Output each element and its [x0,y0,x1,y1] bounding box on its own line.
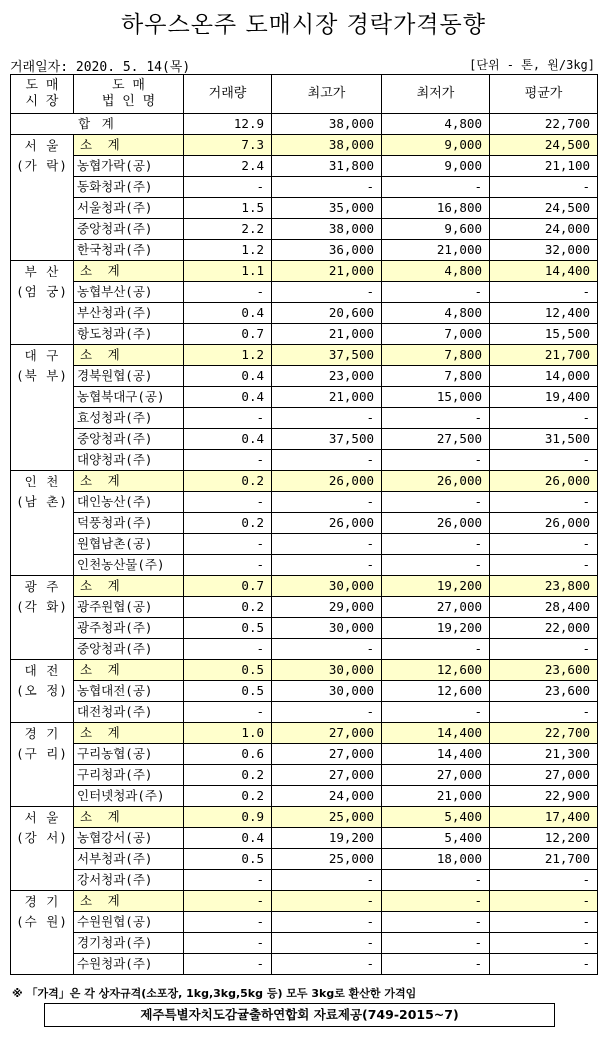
avg-price-cell: 23,600 [490,660,598,681]
table-row [11,702,598,723]
max-price-cell: 27,000 [272,723,382,744]
total-avg: 22,700 [490,114,598,135]
min-price-cell: - [382,933,490,954]
region-name: 서 울 (가 락) [11,135,74,261]
max-price-cell: 38,000 [272,135,382,156]
max-price-cell: 21,000 [272,387,382,408]
max-price-cell: - [272,912,382,933]
volume-cell: - [184,870,272,891]
avg-price-cell: 23,600 [490,681,598,702]
max-price-cell: 30,000 [272,618,382,639]
volume-cell: - [184,639,272,660]
volume-cell: 0.9 [184,807,272,828]
max-price-cell: 20,600 [272,303,382,324]
volume-cell: 2.4 [184,156,272,177]
corp-name: 동화청과(주) [74,177,184,198]
volume-cell: 7.3 [184,135,272,156]
avg-price-cell: 19,400 [490,387,598,408]
region-name: 광 주 (각 화) [11,576,74,660]
avg-price-cell: - [490,492,598,513]
volume-cell: 1.1 [184,261,272,282]
max-price-cell: 30,000 [272,576,382,597]
corp-name: 한국청과(주) [74,240,184,261]
min-price-cell: 7,800 [382,366,490,387]
min-price-cell: - [382,870,490,891]
volume-cell: - [184,282,272,303]
avg-price-cell: - [490,555,598,576]
min-price-cell: 21,000 [382,786,490,807]
corp-name: 경북원협(공) [74,366,184,387]
avg-price-cell: - [490,702,598,723]
region-name: 경 기 (수 원) [11,891,74,975]
avg-price-cell: 15,500 [490,324,598,345]
volume-cell: 0.5 [184,660,272,681]
max-price-cell: 35,000 [272,198,382,219]
header-market: 도 매 시 장 [11,75,74,114]
corp-name: 인터넷청과(주) [74,786,184,807]
min-price-cell: - [382,555,490,576]
max-price-cell: - [272,282,382,303]
min-price-cell: - [382,912,490,933]
min-price-cell: - [382,702,490,723]
min-price-cell: 19,200 [382,576,490,597]
corp-name: 대양청과(주) [74,450,184,471]
max-price-cell: 25,000 [272,807,382,828]
table-row [11,177,598,198]
subtotal-row [11,807,598,828]
volume-cell: 1.5 [184,198,272,219]
volume-cell: 0.4 [184,429,272,450]
region-name: 대 전 (오 정) [11,660,74,723]
avg-price-cell: 23,800 [490,576,598,597]
corp-name: 중앙청과(주) [74,219,184,240]
min-price-cell: - [382,891,490,912]
max-price-cell: 25,000 [272,849,382,870]
volume-cell: 0.2 [184,765,272,786]
min-price-cell: 12,600 [382,681,490,702]
table-row [11,450,598,471]
avg-price-cell: 31,500 [490,429,598,450]
volume-cell: 0.7 [184,324,272,345]
corp-name: 덕풍청과(주) [74,513,184,534]
avg-price-cell: 27,000 [490,765,598,786]
volume-cell: 1.2 [184,240,272,261]
subtotal-row [11,576,598,597]
avg-price-cell: - [490,408,598,429]
price-table [10,74,598,975]
min-price-cell: 4,800 [382,303,490,324]
trade-date: 거래일자: 2020. 5. 14(목) [10,60,191,75]
min-price-cell: 19,200 [382,618,490,639]
table-row [11,681,598,702]
region-name: 인 천 (남 촌) [11,471,74,576]
max-price-cell: 36,000 [272,240,382,261]
max-price-cell: 37,500 [272,429,382,450]
volume-cell: - [184,177,272,198]
volume-cell: 0.2 [184,513,272,534]
min-price-cell: 7,000 [382,324,490,345]
avg-price-cell: 12,200 [490,828,598,849]
avg-price-cell: 21,100 [490,156,598,177]
table-row [11,744,598,765]
volume-cell: - [184,534,272,555]
max-price-cell: 23,000 [272,366,382,387]
table-row [11,408,598,429]
volume-cell: 0.2 [184,786,272,807]
corp-name: 소 계 [74,891,184,912]
volume-cell: 0.6 [184,744,272,765]
volume-cell: 1.0 [184,723,272,744]
volume-cell: 1.2 [184,345,272,366]
table-row [11,597,598,618]
corp-name: 중앙청과(주) [74,639,184,660]
avg-price-cell: - [490,177,598,198]
avg-price-cell: 17,400 [490,807,598,828]
table-row [11,219,598,240]
volume-cell: 0.4 [184,303,272,324]
min-price-cell: 9,000 [382,135,490,156]
corp-name: 구리농협(공) [74,744,184,765]
max-price-cell: - [272,891,382,912]
min-price-cell: 15,000 [382,387,490,408]
table-row [11,513,598,534]
volume-cell: 0.5 [184,849,272,870]
table-row [11,870,598,891]
header-avg-price: 평균가 [490,75,598,114]
corp-name: 소 계 [74,807,184,828]
region-name: 경 기 (구 리) [11,723,74,807]
corp-name: 소 계 [74,471,184,492]
max-price-cell: - [272,870,382,891]
avg-price-cell: - [490,282,598,303]
table-row [11,240,598,261]
volume-cell: - [184,933,272,954]
min-price-cell: 27,500 [382,429,490,450]
corp-name: 구리청과(주) [74,765,184,786]
table-row [11,555,598,576]
corp-name: 서부청과(주) [74,849,184,870]
table-row [11,492,598,513]
avg-price-cell: 28,400 [490,597,598,618]
table-row [11,618,598,639]
max-price-cell: 30,000 [272,660,382,681]
min-price-cell: 7,800 [382,345,490,366]
corp-name: 소 계 [74,723,184,744]
corp-name: 수원원협(공) [74,912,184,933]
min-price-cell: 26,000 [382,471,490,492]
corp-name: 광주청과(주) [74,618,184,639]
min-price-cell: - [382,177,490,198]
min-price-cell: 14,400 [382,723,490,744]
corp-name: 원협남촌(공) [74,534,184,555]
table-row [11,912,598,933]
max-price-cell: 21,000 [272,261,382,282]
subtotal-row [11,891,598,912]
corp-name: 소 계 [74,660,184,681]
table-row [11,324,598,345]
volume-cell: 0.2 [184,471,272,492]
corp-name: 농협북대구(공) [74,387,184,408]
max-price-cell: 24,000 [272,786,382,807]
total-min: 4,800 [382,114,490,135]
table-row [11,387,598,408]
volume-cell: 0.5 [184,681,272,702]
max-price-cell: - [272,702,382,723]
avg-price-cell: 24,500 [490,135,598,156]
min-price-cell: 16,800 [382,198,490,219]
table-row [11,849,598,870]
avg-price-cell: 21,700 [490,345,598,366]
max-price-cell: - [272,177,382,198]
table-row [11,828,598,849]
table-row [11,366,598,387]
min-price-cell: 5,400 [382,828,490,849]
corp-name: 소 계 [74,345,184,366]
header-min-price: 최저가 [382,75,490,114]
corp-name: 서울청과(주) [74,198,184,219]
avg-price-cell: 22,700 [490,723,598,744]
avg-price-cell: 14,400 [490,261,598,282]
header-volume: 거래량 [184,75,272,114]
subtotal-row [11,471,598,492]
min-price-cell: 14,400 [382,744,490,765]
min-price-cell: - [382,408,490,429]
table-row [11,954,598,975]
table-row [11,156,598,177]
corp-name: 대인농산(주) [74,492,184,513]
avg-price-cell: 12,400 [490,303,598,324]
corp-name: 농협대전(공) [74,681,184,702]
volume-cell: - [184,492,272,513]
volume-cell: - [184,891,272,912]
table-row [11,198,598,219]
max-price-cell: 30,000 [272,681,382,702]
corp-name: 광주원협(공) [74,597,184,618]
avg-price-cell: - [490,639,598,660]
table-row [11,786,598,807]
region-name: 서 울 (강 서) [11,807,74,891]
min-price-cell: 5,400 [382,807,490,828]
min-price-cell: 9,600 [382,219,490,240]
min-price-cell: - [382,492,490,513]
volume-cell: 0.7 [184,576,272,597]
table-row [11,429,598,450]
max-price-cell: 27,000 [272,765,382,786]
max-price-cell: 26,000 [272,513,382,534]
avg-price-cell: 22,000 [490,618,598,639]
table-row [11,282,598,303]
total-volume: 12.9 [184,114,272,135]
corp-name: 강서청과(주) [74,870,184,891]
avg-price-cell: 26,000 [490,513,598,534]
max-price-cell: - [272,555,382,576]
avg-price-cell: 21,300 [490,744,598,765]
total-row [11,114,598,135]
avg-price-cell: 21,700 [490,849,598,870]
avg-price-cell: 24,000 [490,219,598,240]
max-price-cell: - [272,450,382,471]
avg-price-cell: - [490,534,598,555]
subtotal-row [11,345,598,366]
volume-cell: 0.5 [184,618,272,639]
subtotal-row [11,723,598,744]
min-price-cell: - [382,450,490,471]
volume-cell: - [184,912,272,933]
corp-name: 인천농산물(주) [74,555,184,576]
header-max-price: 최고가 [272,75,382,114]
corp-name: 수원청과(주) [74,954,184,975]
total-label: 합 계 [11,114,184,135]
header-corporation: 도 매 법 인 명 [74,75,184,114]
volume-cell: 2.2 [184,219,272,240]
corp-name: 소 계 [74,135,184,156]
corp-name: 소 계 [74,576,184,597]
max-price-cell: 38,000 [272,219,382,240]
subtotal-row [11,135,598,156]
min-price-cell: 26,000 [382,513,490,534]
volume-cell: 0.4 [184,366,272,387]
avg-price-cell: 14,000 [490,366,598,387]
min-price-cell: 27,000 [382,597,490,618]
volume-cell: 0.4 [184,828,272,849]
max-price-cell: 37,500 [272,345,382,366]
avg-price-cell: - [490,450,598,471]
data-source-footer: 제주특별자치도감귤출하연합회 자료제공(749-2015~7) [44,1003,555,1027]
min-price-cell: - [382,954,490,975]
volume-cell: - [184,408,272,429]
max-price-cell: 19,200 [272,828,382,849]
avg-price-cell: - [490,912,598,933]
region-name: 부 산 (엄 궁) [11,261,74,345]
volume-cell: 0.4 [184,387,272,408]
min-price-cell: - [382,282,490,303]
min-price-cell: 27,000 [382,765,490,786]
table-row [11,303,598,324]
max-price-cell: - [272,933,382,954]
total-max: 38,000 [272,114,382,135]
avg-price-cell: - [490,954,598,975]
subtotal-row [11,660,598,681]
corp-name: 농협부산(공) [74,282,184,303]
corp-name: 항도청과(주) [74,324,184,345]
avg-price-cell: 26,000 [490,471,598,492]
max-price-cell: - [272,639,382,660]
corp-name: 대전청과(주) [74,702,184,723]
max-price-cell: 21,000 [272,324,382,345]
min-price-cell: 4,800 [382,261,490,282]
max-price-cell: 31,800 [272,156,382,177]
volume-cell: - [184,555,272,576]
min-price-cell: 9,000 [382,156,490,177]
table-row [11,534,598,555]
min-price-cell: - [382,534,490,555]
min-price-cell: 21,000 [382,240,490,261]
volume-cell: - [184,702,272,723]
corp-name: 효성청과(주) [74,408,184,429]
max-price-cell: 26,000 [272,471,382,492]
corp-name: 부산청과(주) [74,303,184,324]
avg-price-cell: 22,900 [490,786,598,807]
avg-price-cell: - [490,870,598,891]
max-price-cell: - [272,408,382,429]
subtotal-row [11,261,598,282]
volume-cell: - [184,954,272,975]
min-price-cell: 12,600 [382,660,490,681]
header-row [11,75,598,114]
avg-price-cell: 24,500 [490,198,598,219]
avg-price-cell: - [490,891,598,912]
unit-label: [단위 - 톤, 원/3kg] [469,58,595,72]
corp-name: 경기청과(주) [74,933,184,954]
corp-name: 농협강서(공) [74,828,184,849]
max-price-cell: - [272,954,382,975]
volume-cell: 0.2 [184,597,272,618]
price-note: ※ 「가격」은 각 상자규격(소포장, 1kg,3kg,5kg 등) 모두 3kg로 환산한 가격임 [12,987,417,1000]
avg-price-cell: 32,000 [490,240,598,261]
table-row [11,933,598,954]
max-price-cell: - [272,534,382,555]
min-price-cell: 18,000 [382,849,490,870]
corp-name: 중앙청과(주) [74,429,184,450]
max-price-cell: - [272,492,382,513]
table-row [11,639,598,660]
max-price-cell: 27,000 [272,744,382,765]
min-price-cell: - [382,639,490,660]
avg-price-cell: - [490,933,598,954]
corp-name: 소 계 [74,261,184,282]
region-name: 대 구 (북 부) [11,345,74,471]
corp-name: 농협가락(공) [74,156,184,177]
volume-cell: - [184,450,272,471]
max-price-cell: 29,000 [272,597,382,618]
table-row [11,765,598,786]
page-title: 하우스온주 도매시장 경락가격동향 [121,12,486,38]
